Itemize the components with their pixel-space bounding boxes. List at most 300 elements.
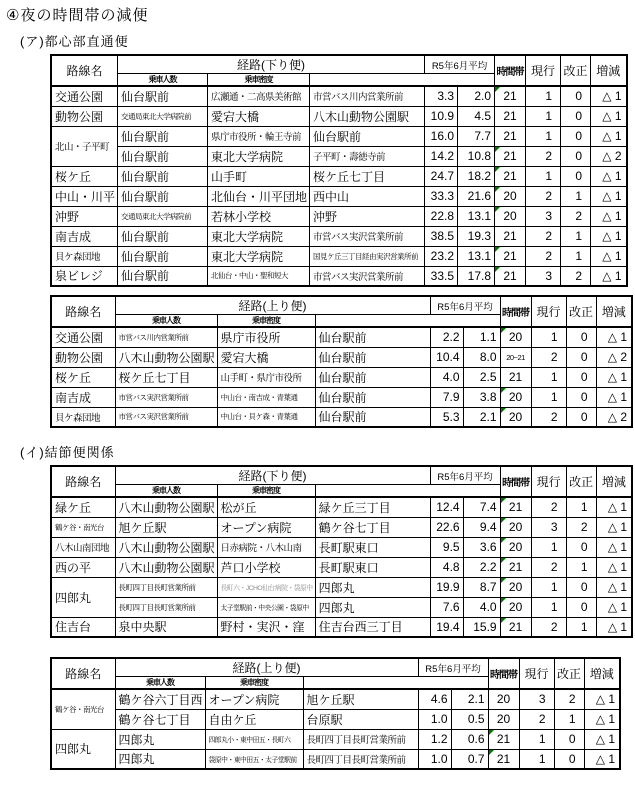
error-marker-icon	[501, 598, 506, 603]
col-current: 現行	[526, 55, 561, 86]
timeband-cell: 21	[495, 166, 526, 186]
table-row	[51, 106, 627, 126]
change-cell: △ 2	[596, 347, 632, 367]
density-cell: 8.7	[463, 577, 500, 597]
table-row	[51, 86, 627, 106]
current-count-cell: 1	[519, 729, 554, 749]
stop-cell: 北仙台・川平団地	[208, 186, 310, 206]
stop-cell: 子平町・壽徳寺前	[310, 146, 425, 166]
density-cell: 17.8	[458, 266, 495, 286]
stop-cell: 仙台駅前	[315, 327, 430, 347]
passengers-cell: 16.0	[425, 126, 458, 146]
density-cell: 13.1	[458, 206, 495, 226]
table-row	[51, 689, 620, 709]
change-cell: △ 1	[584, 749, 620, 769]
revised-count-cell: 2	[561, 206, 591, 226]
table-row	[51, 577, 632, 597]
current-count-cell: 2	[526, 246, 561, 266]
revised-count-cell: 0	[566, 577, 596, 597]
passengers-cell: 19.4	[430, 617, 463, 637]
table-row	[51, 617, 632, 637]
stop-cell: 交通局東北大学病院前	[118, 206, 208, 226]
stop-cell: 八木山動物公園駅	[115, 497, 217, 517]
stop-cell: 鶴ケ谷六丁目西	[115, 689, 205, 709]
stop-cell: 八木山動物公園駅	[115, 537, 217, 557]
density-cell: 19.3	[458, 226, 495, 246]
revised-count-cell: 2	[566, 517, 596, 537]
route-name-cell: 住吉台	[51, 617, 115, 637]
change-cell: △ 1	[596, 497, 632, 517]
passengers-cell: 9.5	[430, 537, 463, 557]
passengers-cell: 33.5	[425, 266, 458, 286]
route-name-cell: 南吉成	[51, 226, 118, 246]
timeband-cell: 20	[500, 407, 531, 427]
current-count-cell: 1	[526, 86, 561, 106]
route-name-cell: 桜ケ丘	[51, 367, 115, 387]
passengers-cell: 10.9	[425, 106, 458, 126]
route-name-cell: 八木山南団地	[51, 537, 115, 557]
density-cell: 7.7	[458, 126, 495, 146]
timeband-cell: 20	[495, 186, 526, 206]
current-count-cell: 2	[531, 497, 566, 517]
change-cell: △ 1	[596, 557, 632, 577]
section-label-connect: (イ)結節便関係	[20, 445, 115, 460]
timeband-cell: 20	[500, 597, 531, 617]
revised-count-cell: 0	[554, 729, 584, 749]
passengers-cell: 24.7	[425, 166, 458, 186]
col-change: 増減	[596, 466, 632, 497]
revised-count-cell: 2	[561, 266, 591, 286]
col-passengers: 乗車人数	[115, 485, 217, 498]
stop-cell: 四郎丸	[115, 749, 205, 769]
stop-cell: 仙台駅前	[118, 266, 208, 286]
table-row	[51, 387, 632, 407]
stop-cell: 愛宕大橋	[217, 347, 315, 367]
passengers-cell: 14.2	[425, 146, 458, 166]
table-downbound-direct	[50, 54, 628, 287]
col-current: 現行	[531, 466, 566, 497]
table-row	[51, 729, 620, 749]
passengers-cell: 38.5	[425, 226, 458, 246]
stop-cell: 交通局東北大学病院前	[118, 106, 208, 126]
stop-cell: 長町六・JCHO仙台病院・袋原中	[217, 577, 315, 597]
route-name-cell: 四郎丸	[51, 729, 115, 769]
col-route-name: 路線名	[51, 658, 115, 689]
route-name-cell: 貝ケ森団地	[51, 407, 115, 427]
timeband-cell: 21	[495, 226, 526, 246]
stop-cell: 長町四丁目長町営業所前	[115, 597, 217, 617]
revised-count-cell: 0	[554, 749, 584, 769]
timeband-cell: 21	[495, 266, 526, 286]
stop-cell: 四郎丸	[115, 729, 205, 749]
density-cell: 9.4	[463, 517, 500, 537]
revised-count-cell: 0	[566, 327, 596, 347]
stop-cell: 四郎丸小・東中田五・長町六	[205, 729, 303, 749]
passengers-cell: 7.6	[430, 597, 463, 617]
density-cell: 13.1	[458, 246, 495, 266]
col-change: 増減	[591, 55, 627, 86]
stop-cell: オープン病院	[217, 517, 315, 537]
stop-cell: 桜ケ丘七丁目	[310, 166, 425, 186]
stop-cell: 自由ケ丘	[205, 709, 303, 729]
col-timeband: 時間帯	[500, 296, 531, 327]
current-count-cell: 1	[519, 749, 554, 769]
error-marker-icon	[495, 267, 500, 272]
revised-count-cell: 0	[566, 407, 596, 427]
revised-count-cell: 0	[561, 126, 591, 146]
col-route-name: 路線名	[51, 296, 115, 327]
stop-cell: 八木山動物公園駅	[310, 106, 425, 126]
table-header	[51, 658, 620, 689]
revised-count-cell: 0	[566, 367, 596, 387]
stop-cell: 県庁市役所	[217, 327, 315, 347]
col-keiro: 経路(下り便)	[118, 55, 425, 74]
route-name-cell: 北山・子平町	[51, 126, 118, 166]
revised-count-cell: 2	[554, 689, 584, 709]
error-marker-icon	[501, 388, 506, 393]
stop-cell: 緑ケ丘三丁目	[315, 497, 430, 517]
col-average: R5年6月平均	[418, 658, 488, 677]
route-name-cell: 沖野	[51, 206, 118, 226]
change-cell: △ 2	[596, 407, 632, 427]
stop-cell: 市営バス実沢営業所前	[115, 387, 217, 407]
stop-cell: 仙台駅前	[118, 186, 208, 206]
col-average: R5年6月平均	[430, 466, 500, 485]
passengers-cell: 23.2	[425, 246, 458, 266]
table-row	[51, 166, 627, 186]
change-cell: △ 1	[591, 266, 627, 286]
change-cell: △ 1	[596, 387, 632, 407]
stop-cell: 台原駅	[303, 709, 418, 729]
col-keiro: 経路(上り便)	[115, 296, 430, 315]
density-cell: 18.2	[458, 166, 495, 186]
stop-cell: 東北大学病院	[208, 226, 310, 246]
table-row	[51, 126, 627, 146]
current-count-cell: 1	[531, 327, 566, 347]
current-count-cell: 2	[531, 407, 566, 427]
stop-cell: 仙台駅前	[118, 226, 208, 246]
revised-count-cell: 1	[561, 226, 591, 246]
col-density: 乗車密度	[205, 677, 303, 690]
col-passengers: 乗車人数	[115, 677, 205, 690]
stop-cell: 国見ケ丘三丁目経由実沢営業所前	[310, 246, 425, 266]
passengers-cell: 33.3	[425, 186, 458, 206]
density-cell: 8.0	[463, 347, 500, 367]
stop-cell: 日赤病院・八木山南	[217, 537, 315, 557]
current-count-cell: 2	[519, 709, 554, 729]
error-marker-icon	[501, 498, 506, 503]
revised-count-cell: 0	[561, 146, 591, 166]
passengers-cell: 2.2	[430, 327, 463, 347]
revised-count-cell: 1	[566, 497, 596, 517]
table-row	[51, 709, 620, 729]
error-marker-icon	[501, 578, 506, 583]
stop-cell: 松が丘	[217, 497, 315, 517]
route-name-cell: 動物公園	[51, 347, 115, 367]
error-marker-icon	[495, 147, 500, 152]
density-cell: 0.7	[451, 749, 488, 769]
col-route-name: 路線名	[51, 55, 118, 86]
timeband-cell: 21	[500, 557, 531, 577]
timeband-cell: 20	[500, 387, 531, 407]
table-row	[51, 266, 627, 286]
stop-cell: 仙台駅前	[315, 407, 430, 427]
col-revised: 改正	[554, 658, 584, 689]
current-count-cell: 2	[531, 347, 566, 367]
stop-cell: 沖野	[310, 206, 425, 226]
stop-cell: 仙台駅前	[118, 246, 208, 266]
stop-cell: 若林小学校	[208, 206, 310, 226]
table-row	[51, 407, 632, 427]
stop-cell: 山手町・県庁市役所	[217, 367, 315, 387]
density-cell: 0.6	[451, 729, 488, 749]
stop-cell: オープン病院	[205, 689, 303, 709]
col-timeband: 時間帯	[500, 466, 531, 497]
route-name-cell: 交通公園	[51, 86, 118, 106]
change-cell: △ 1	[591, 86, 627, 106]
density-cell: 1.1	[463, 327, 500, 347]
revised-count-cell: 0	[566, 387, 596, 407]
timeband-cell: 21	[495, 246, 526, 266]
col-average: R5年6月平均	[425, 55, 495, 74]
table-row	[51, 367, 632, 387]
timeband-cell: 20	[500, 577, 531, 597]
current-count-cell: 1	[531, 597, 566, 617]
change-cell: △ 1	[591, 126, 627, 146]
stop-cell: 四郎丸	[315, 577, 430, 597]
current-count-cell: 2	[526, 186, 561, 206]
revised-count-cell: 0	[566, 537, 596, 557]
stop-cell: 市営バス川内営業所前	[310, 86, 425, 106]
error-marker-icon	[501, 408, 506, 413]
stop-cell: 西中山	[310, 186, 425, 206]
table-row	[51, 557, 632, 577]
stop-cell: 仙台駅前	[118, 166, 208, 186]
revised-count-cell: 1	[561, 186, 591, 206]
error-marker-icon	[489, 750, 494, 755]
table-row	[51, 327, 632, 347]
route-name-cell: 西の平	[51, 557, 115, 577]
passengers-cell: 1.0	[418, 709, 451, 729]
current-count-cell: 3	[531, 517, 566, 537]
error-marker-icon	[501, 618, 506, 623]
timeband-cell: 20	[500, 537, 531, 557]
change-cell: △ 1	[591, 166, 627, 186]
stop-cell: 仙台駅前	[118, 146, 208, 166]
error-marker-icon	[495, 187, 500, 192]
passengers-cell: 12.4	[430, 497, 463, 517]
change-cell: △ 1	[596, 367, 632, 387]
table-row	[51, 517, 632, 537]
stop-cell: 東北大学病院	[208, 246, 310, 266]
density-cell: 7.4	[463, 497, 500, 517]
col-change: 増減	[596, 296, 632, 327]
stop-cell: 鶴ケ谷七丁目	[315, 517, 430, 537]
change-cell: △ 2	[591, 146, 627, 166]
col-change: 増減	[584, 658, 620, 689]
col-current: 現行	[531, 296, 566, 327]
error-marker-icon	[495, 207, 500, 212]
stop-cell: 東北大学病院	[208, 146, 310, 166]
current-count-cell: 2	[531, 617, 566, 637]
table-row	[51, 186, 627, 206]
col-timeband: 時間帯	[488, 658, 519, 689]
col-revised: 改正	[566, 296, 596, 327]
table-row	[51, 537, 632, 557]
route-name-cell: 泉ビレジ	[51, 266, 118, 286]
stop-cell: 四郎丸	[315, 597, 430, 617]
revised-count-cell: 0	[561, 166, 591, 186]
table-header	[51, 296, 632, 327]
error-marker-icon	[501, 328, 506, 333]
stop-cell: 八木山動物公園駅	[115, 557, 217, 577]
table-row	[51, 246, 627, 266]
col-current: 現行	[519, 658, 554, 689]
stop-cell: 野村・実沢・窪	[217, 617, 315, 637]
stop-cell: 市営バス川内営業所前	[115, 327, 217, 347]
density-cell: 10.8	[458, 146, 495, 166]
passengers-cell: 10.4	[430, 347, 463, 367]
table-row	[51, 497, 632, 517]
col-density: 乗車密度	[217, 315, 315, 328]
stop-cell: 八木山動物公園駅	[115, 347, 217, 367]
stop-cell: 広瀬通・二高県美術館	[208, 86, 310, 106]
density-cell: 4.0	[463, 597, 500, 617]
change-cell: △ 1	[591, 106, 627, 126]
change-cell: △ 1	[591, 186, 627, 206]
table-row	[51, 226, 627, 246]
stop-cell: 泉中央駅	[115, 617, 217, 637]
route-name-cell: 四郎丸	[51, 577, 115, 617]
timeband-cell: 21	[500, 497, 531, 517]
stop-cell: 仙台駅前	[315, 347, 430, 367]
table-downbound-connect	[50, 465, 633, 638]
col-revised: 改正	[566, 466, 596, 497]
current-count-cell: 3	[519, 689, 554, 709]
density-cell: 2.1	[463, 407, 500, 427]
stop-cell: 桜ケ丘七丁目	[115, 367, 217, 387]
route-name-cell: 南吉成	[51, 387, 115, 407]
table-upbound-direct	[50, 295, 633, 428]
stop-cell: 長町四丁目長町営業所前	[303, 749, 418, 769]
stop-cell: 中山台・南吉成・青葉通	[217, 387, 315, 407]
revised-count-cell: 1	[561, 246, 591, 266]
change-cell: △ 1	[591, 246, 627, 266]
route-name-cell: 桜ケ丘	[51, 166, 118, 186]
density-cell: 15.9	[463, 617, 500, 637]
col-timeband: 時間帯	[495, 55, 526, 86]
change-cell: △ 1	[591, 206, 627, 226]
change-cell: △ 1	[596, 617, 632, 637]
passengers-cell: 1.0	[418, 749, 451, 769]
stop-cell: 長町駅東口	[315, 537, 430, 557]
current-count-cell: 2	[526, 146, 561, 166]
current-count-cell: 2	[531, 557, 566, 577]
table-row	[51, 347, 632, 367]
timeband-cell: 20	[500, 517, 531, 537]
stop-cell: 仙台駅前	[118, 86, 208, 106]
timeband-cell: 21	[500, 367, 531, 387]
timeband-cell: 21	[495, 146, 526, 166]
stop-cell: 市営バス実沢営業所前	[115, 407, 217, 427]
route-name-cell: 中山・川平	[51, 186, 118, 206]
timeband-cell: 20	[500, 327, 531, 347]
timeband-cell: 20	[488, 689, 519, 709]
current-count-cell: 1	[526, 126, 561, 146]
stop-cell: 市営バス実沢営業所前	[310, 226, 425, 246]
current-count-cell: 3	[526, 266, 561, 286]
passengers-cell: 5.3	[430, 407, 463, 427]
passengers-cell: 1.2	[418, 729, 451, 749]
density-cell: 2.2	[463, 557, 500, 577]
route-name-cell: 貝ケ森団地	[51, 246, 118, 266]
current-count-cell: 1	[526, 166, 561, 186]
stop-cell: 旭ケ丘駅	[303, 689, 418, 709]
stop-cell: 愛宕大橋	[208, 106, 310, 126]
table-row	[51, 146, 627, 166]
table-upbound-connect	[50, 657, 621, 770]
change-cell: △ 1	[596, 537, 632, 557]
col-keiro: 経路(上り便)	[115, 658, 418, 677]
route-name-cell: 鶴ケ谷・南光台	[51, 689, 115, 729]
error-marker-icon	[495, 167, 500, 172]
change-cell: △ 1	[596, 517, 632, 537]
stop-cell: 仙台駅前	[315, 387, 430, 407]
passengers-cell: 3.3	[425, 86, 458, 106]
table-header	[51, 55, 627, 86]
col-density: 乗車密度	[217, 485, 315, 498]
current-count-cell: 2	[526, 226, 561, 246]
revised-count-cell: 1	[554, 709, 584, 729]
passengers-cell: 4.0	[430, 367, 463, 387]
stop-cell: 芦口小学校	[217, 557, 315, 577]
density-cell: 2.1	[451, 689, 488, 709]
timeband-cell: 20	[495, 206, 526, 226]
change-cell: △ 1	[596, 577, 632, 597]
density-cell: 0.5	[451, 709, 488, 729]
revised-count-cell: 1	[566, 557, 596, 577]
stop-cell: 長町四丁目長町営業所前	[115, 577, 217, 597]
stop-cell: 住吉台西三丁目	[315, 617, 430, 637]
route-name-cell: 交通公園	[51, 327, 115, 347]
current-count-cell: 3	[526, 206, 561, 226]
timeband-cell: 20	[488, 709, 519, 729]
change-cell: △ 1	[596, 597, 632, 617]
change-cell: △ 1	[584, 709, 620, 729]
stop-cell: 中山台・貝ケ森・青葉通	[217, 407, 315, 427]
table-header	[51, 466, 632, 497]
col-passengers: 乗車人数	[118, 74, 208, 87]
passengers-cell: 4.8	[430, 557, 463, 577]
route-name-cell: 動物公園	[51, 106, 118, 126]
density-cell: 3.8	[463, 387, 500, 407]
stop-cell: 北仙台・中山・聖和短大	[208, 266, 310, 286]
current-count-cell: 1	[531, 387, 566, 407]
stop-cell: 太子堂駅前・中央公園・袋原中	[217, 597, 315, 617]
density-cell: 2.5	[463, 367, 500, 387]
timeband-cell: 21	[495, 106, 526, 126]
change-cell: △ 1	[584, 729, 620, 749]
timeband-cell: 21	[488, 729, 519, 749]
stop-cell: 長町駅東口	[315, 557, 430, 577]
current-count-cell: 1	[531, 537, 566, 557]
stop-cell: 山手町	[208, 166, 310, 186]
error-marker-icon	[501, 538, 506, 543]
stop-cell: 長町四丁目長町営業所前	[303, 729, 418, 749]
stop-cell: 旭ケ丘駅	[115, 517, 217, 537]
stop-cell: 仙台駅前	[118, 126, 208, 146]
col-passengers: 乗車人数	[115, 315, 217, 328]
